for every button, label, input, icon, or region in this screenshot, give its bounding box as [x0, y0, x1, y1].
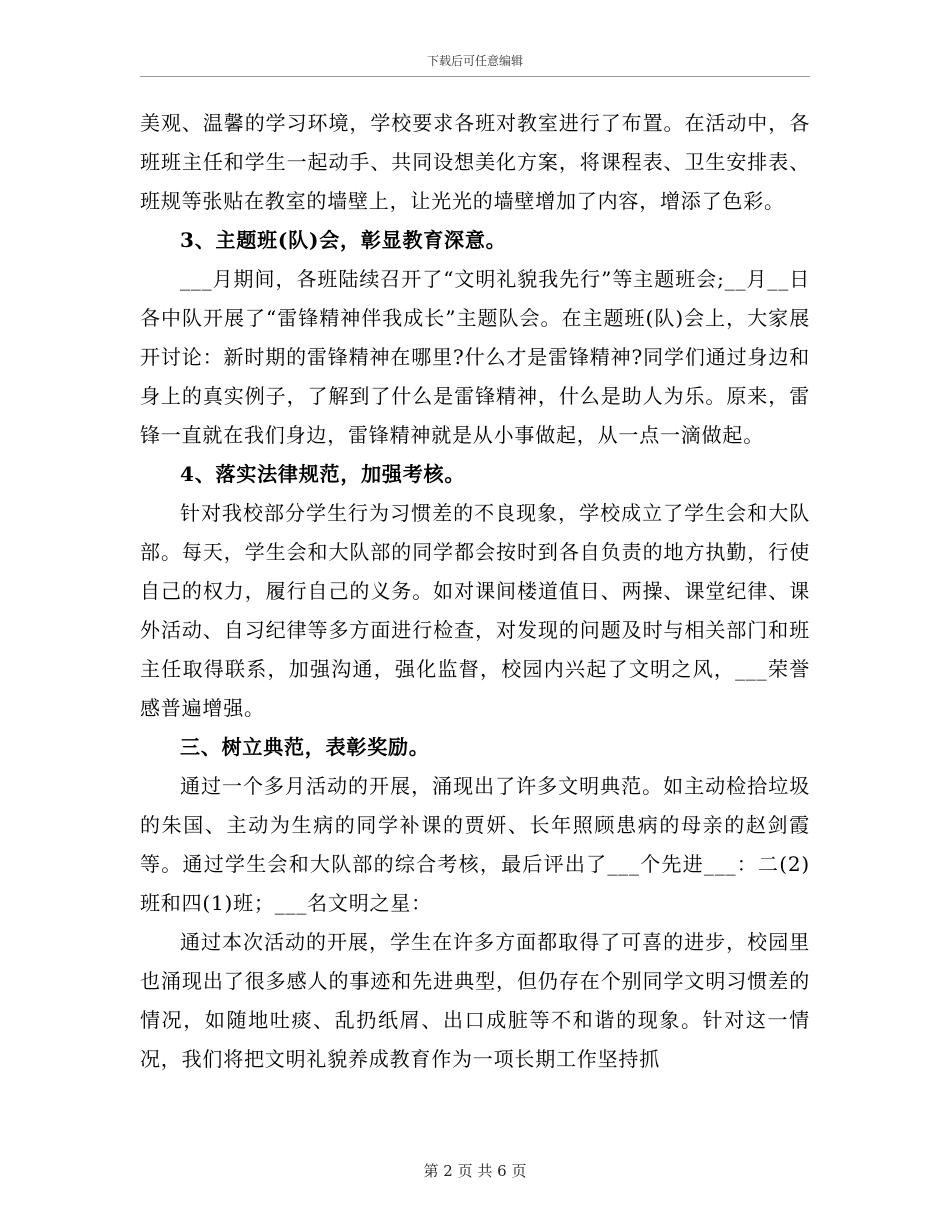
section-heading-theme-meeting: 3、主题班(队)会，彰显教育深意。 [180, 228, 507, 252]
page-header: 下载后可任意编辑 [426, 54, 523, 68]
page-number: 第 2 页 共 6 页 [423, 1162, 527, 1180]
header-divider [140, 76, 810, 77]
paragraph-rules: 针对我校部分学生行为习惯差的不良现象，学校成立了学生会和大队部。每天，学生会和大队部的同学都会按时到各自负责的地方执勤，行使自己的权力，履行自己的义务。如对课间楼道值日、两操、课堂纪律、课外活动、自习纪律等多方面进行检查，对发现的问题及时与相关部门和班主任取得联系，加强沟通，强化监督，校园内兴起了文明之风，___荣誉感普遍增强。 [140, 501, 810, 720]
paragraph-classroom-decoration: 美观、温馨的学习环境，学校要求各班对教室进行了布置。在活动中，各班班主任和学生一起动手、共同设想美化方案，将课程表、卫生安排表、班规等张贴在教室的墙壁上，让光光的墙壁增加了内容，增添了色彩。 [140, 111, 810, 213]
section-heading-awards: 三、树立典范，表彰奖励。 [180, 735, 430, 759]
section-heading-rules: 4、落实法律规范，加强考核。 [180, 462, 466, 486]
document-body [140, 104, 810, 1079]
paragraph-theme-meeting: ___月期间，各班陆续召开了“文明礼貌我先行”等主题班会;__月__日各中队开展了“雷锋精神伴我成长”主题队会。在主题班(队)会上，大家展开讨论：新时期的雷锋精神在哪里?什么才是雷锋精神?同学们通过身边和身上的真实例子，了解到了什么是雷锋精神，什么是助人为乐。原来，雷锋一直就在我们身边，雷锋精神就是从小事做起，从一点一滴做起。 [140, 267, 810, 447]
paragraph-awards: 通过一个多月活动的开展，涌现出了许多文明典范。如主动检拾垃圾的朱国、主动为生病的同学补课的贾妍、长年照顾患病的母亲的赵剑霞等。通过学生会和大队部的综合考核，最后评出了___个先进___：二(2)班和四(1)班；___名文明之星： [140, 774, 810, 915]
paragraph-summary: 通过本次活动的开展，学生在许多方面都取得了可喜的进步，校园里也涌现出了很多感人的事迹和先进典型，但仍存在个别同学文明习惯差的情况，如随地吐痰、乱扔纸屑、出口成脏等不和谐的现象。针对这一情况，我们将把文明礼貌养成教育作为一项长期工作坚持抓 [140, 930, 810, 1071]
